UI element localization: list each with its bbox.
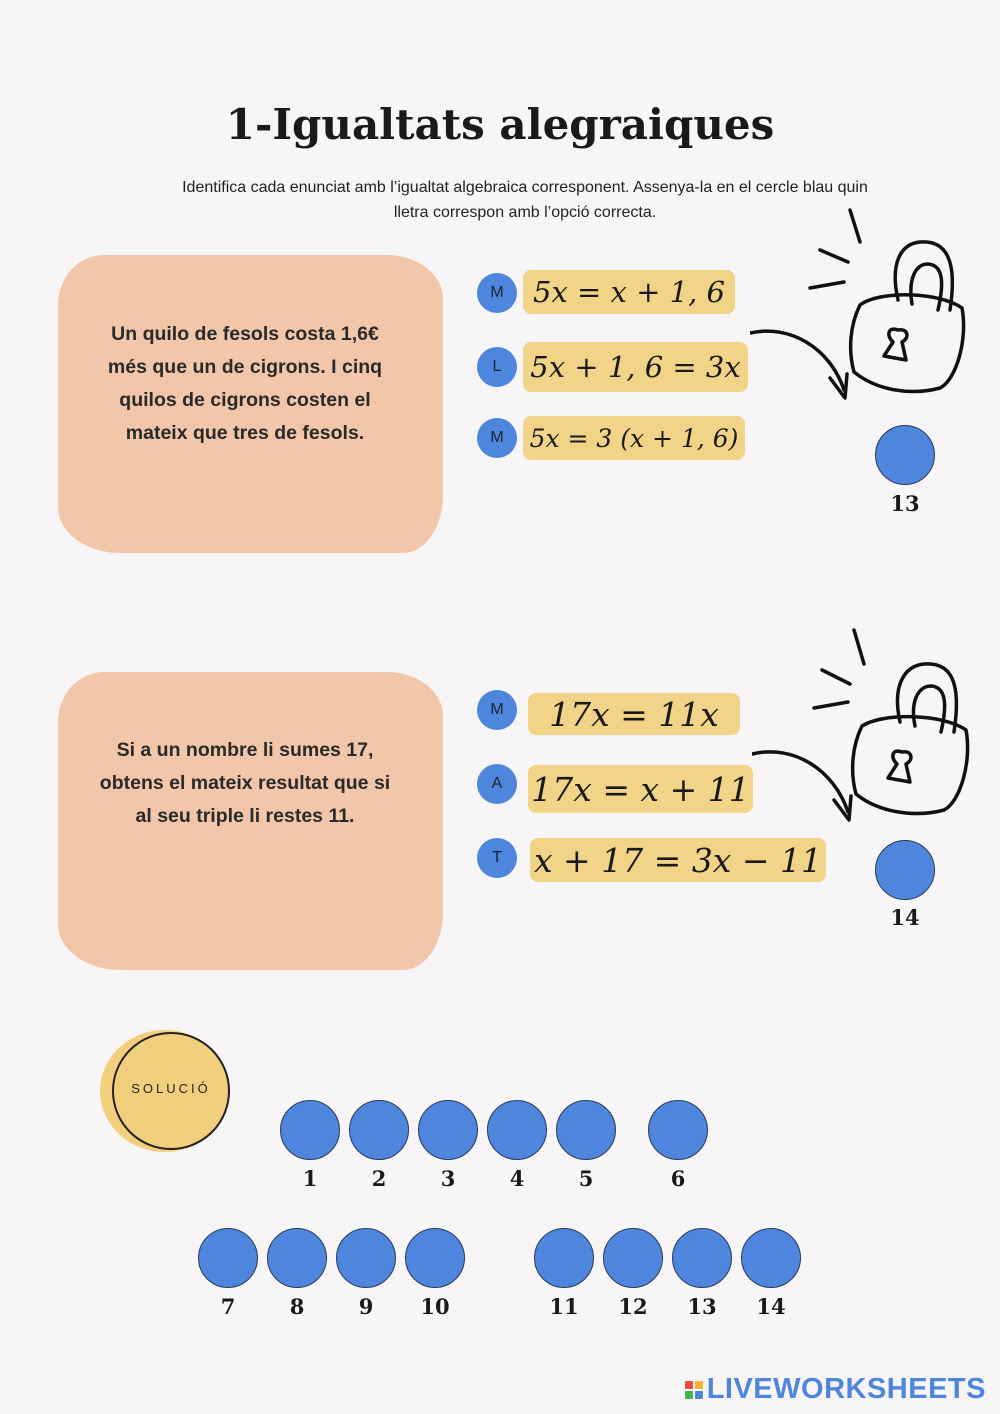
- solution-number: 6: [670, 1166, 686, 1191]
- equation-option[interactable]: 5x = x + 1, 6: [523, 270, 735, 314]
- solution-number: 14: [756, 1294, 786, 1319]
- brand-icon: [685, 1381, 703, 1399]
- page-title: 1-Igualtats alegraiques: [225, 100, 775, 149]
- option-letter: A: [477, 764, 517, 804]
- solution-number: 3: [440, 1166, 456, 1191]
- solution-number: 1: [302, 1166, 318, 1191]
- solution-circle-11[interactable]: [534, 1228, 594, 1288]
- equation-option[interactable]: x + 17 = 3x − 11: [530, 838, 826, 882]
- solution-number: 9: [358, 1294, 374, 1319]
- equation-option[interactable]: 5x = 3 (x + 1, 6): [523, 416, 745, 460]
- answer-circle-13[interactable]: [875, 425, 935, 485]
- solution-number: 13: [687, 1294, 717, 1319]
- answer-number: 14: [890, 905, 920, 930]
- solution-circle-10[interactable]: [405, 1228, 465, 1288]
- equation-option[interactable]: 17x = 11x: [528, 693, 740, 735]
- answer-number: 13: [890, 491, 920, 516]
- option-letter: T: [477, 838, 517, 878]
- solution-circle-4[interactable]: [487, 1100, 547, 1160]
- solution-circle-6[interactable]: [648, 1100, 708, 1160]
- instructions: Identifica cada enunciat amb l’igualtat algebraica corresponent. Assenya-la en el cercle blau quin lletra correspon amb l’opció correcta.: [182, 179, 868, 221]
- statement-text-2: Si a un nombre li sumes 17, obtens el mateix resultat que si al seu triple li restes 11.: [99, 739, 391, 827]
- solution-circle-14[interactable]: [741, 1228, 801, 1288]
- solution-circle-2[interactable]: [349, 1100, 409, 1160]
- brand-name: LIVEWORKSHEETS: [706, 1373, 986, 1405]
- solution-number: 12: [618, 1294, 648, 1319]
- option-letter: M: [477, 273, 517, 313]
- equation-option[interactable]: 17x = x + 11: [528, 765, 753, 813]
- solution-circle-9[interactable]: [336, 1228, 396, 1288]
- solution-number: 4: [509, 1166, 525, 1191]
- solution-circle-5[interactable]: [556, 1100, 616, 1160]
- option-letter: L: [477, 347, 517, 387]
- solution-number: 10: [420, 1294, 450, 1319]
- solution-number: 5: [578, 1166, 594, 1191]
- solution-circle-13[interactable]: [672, 1228, 732, 1288]
- solution-circle-8[interactable]: [267, 1228, 327, 1288]
- solution-number: 7: [220, 1294, 236, 1319]
- solution-number: 11: [549, 1294, 579, 1319]
- equation-option[interactable]: 5x + 1, 6 = 3x: [523, 342, 748, 392]
- solution-circle-3[interactable]: [418, 1100, 478, 1160]
- option-letter: M: [477, 418, 517, 458]
- solution-circle-12[interactable]: [603, 1228, 663, 1288]
- answer-circle-14[interactable]: [875, 840, 935, 900]
- solution-number: 2: [371, 1166, 387, 1191]
- padlock-icon: [752, 624, 982, 844]
- solution-label: SOLUCIÓ: [131, 1081, 211, 1096]
- statement-text-1: Un quilo de fesols costa 1,6€ més que un de cigrons. I cinq quilos de cigrons costen el mateix que tres de fesols.: [107, 323, 383, 444]
- solution-circle-1[interactable]: [280, 1100, 340, 1160]
- padlock-icon: [750, 200, 980, 420]
- solution-circle-7[interactable]: [198, 1228, 258, 1288]
- option-letter: M: [477, 690, 517, 730]
- brand-logo[interactable]: [685, 1373, 986, 1406]
- solution-number: 8: [289, 1294, 305, 1319]
